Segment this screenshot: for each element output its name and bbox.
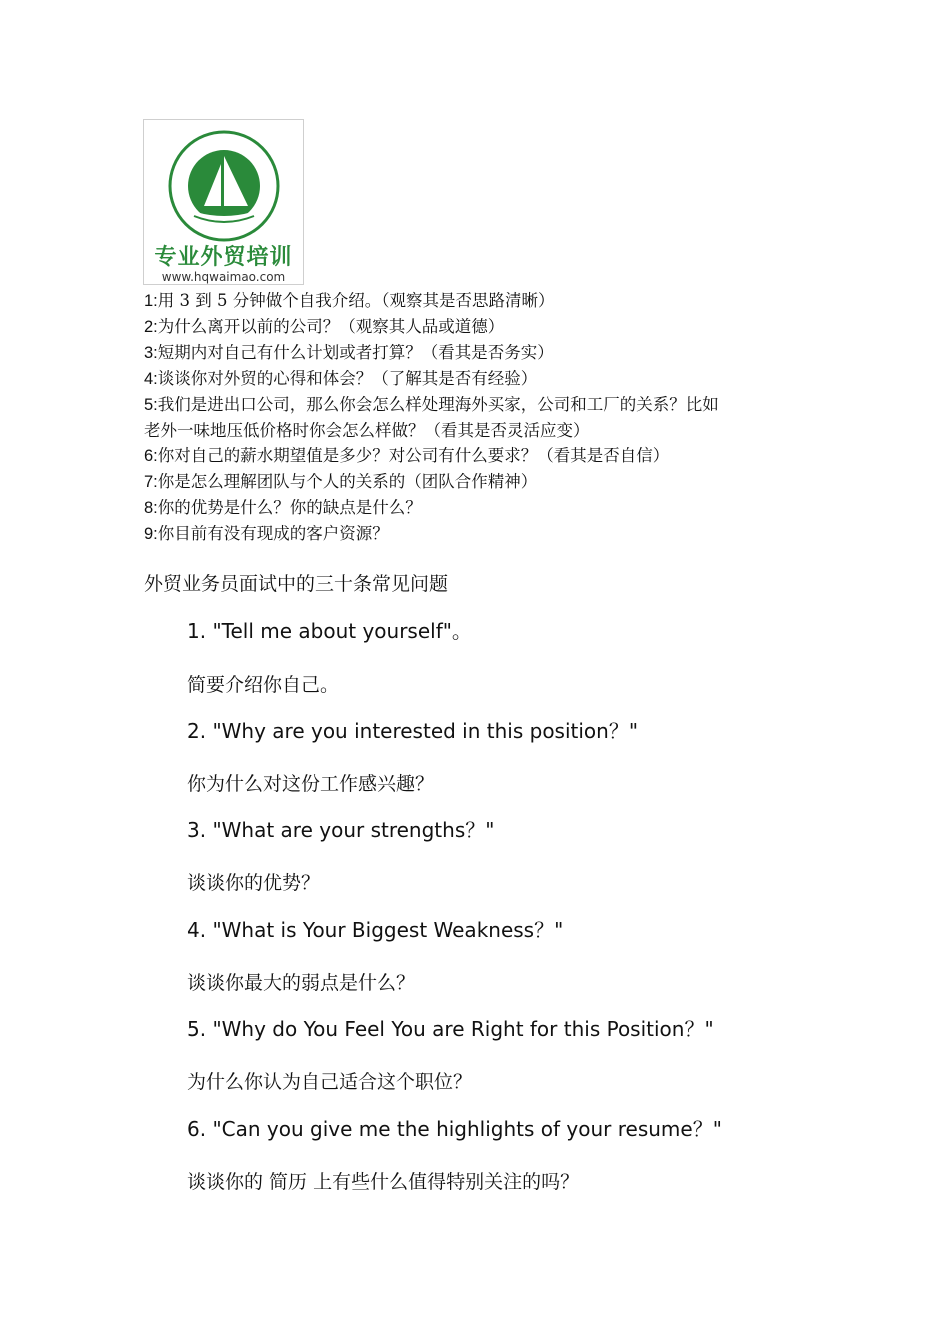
logo-url: www.hqwaimao.com xyxy=(161,270,286,284)
interview-question-zh: 谈谈你的 简历 上有些什么值得特别关注的吗？ xyxy=(187,1171,580,1193)
sailboat-emblem-icon xyxy=(144,120,303,244)
list-item: 2:为什么离开以前的公司？（观察其人品或道德） xyxy=(144,317,505,336)
list-item: 8:你的优势是什么？你的缺点是什么？ xyxy=(144,498,422,517)
list-item: 4:谈谈你对外贸的心得和体会？（了解其是否有经验） xyxy=(144,369,538,388)
list-item: 5:我们是进出口公司，那么你会怎么样处理海外买家，公司和工厂的关系？比如 xyxy=(144,395,719,414)
company-logo xyxy=(143,119,304,285)
list-item: 7:你是怎么理解团队与个人的关系的（团队合作精神） xyxy=(144,472,538,491)
list-item: 6:你对自己的薪水期望值是多少？对公司有什么要求？（看其是否自信） xyxy=(144,446,670,465)
interview-question-en: 5. "Why do You Feel You are Right for this Position？" xyxy=(187,1017,714,1041)
list-item: 9:你目前有没有现成的客户资源？ xyxy=(144,524,389,543)
interview-question-en: 2. "Why are you interested in this position？" xyxy=(187,719,639,743)
list-item-continuation: 老外一味地压低价格时你会怎么样做？（看其是否灵活应变） xyxy=(144,421,590,440)
logo-title: 专业外贸培训 xyxy=(154,245,293,270)
interview-question-en: 4. "What is Your Biggest Weakness？" xyxy=(187,918,564,942)
interview-question-en: 6. "Can you give me the highlights of your resume？" xyxy=(187,1117,722,1141)
question-list xyxy=(144,288,824,547)
interview-question-zh: 谈谈你最大的弱点是什么？ xyxy=(187,972,416,994)
list-item: 1:用 3 到 5 分钟做个自我介绍。（观察其是否思路清晰） xyxy=(144,291,555,310)
interview-question-zh: 为什么你认为自己适合这个职位？ xyxy=(187,1071,473,1093)
interview-question-en: 1. "Tell me about yourself"。 xyxy=(187,619,472,643)
interview-question-zh: 简要介绍你自己。 xyxy=(187,674,340,696)
interview-question-zh: 谈谈你的优势？ xyxy=(187,872,321,894)
interview-question-en: 3. "What are your strengths？" xyxy=(187,818,495,842)
interview-question-zh: 你为什么对这份工作感兴趣？ xyxy=(187,773,435,795)
section-title: 外贸业务员面试中的三十条常见问题 xyxy=(144,573,449,595)
list-item: 3:短期内对自己有什么计划或者打算？（看其是否务实） xyxy=(144,343,554,362)
